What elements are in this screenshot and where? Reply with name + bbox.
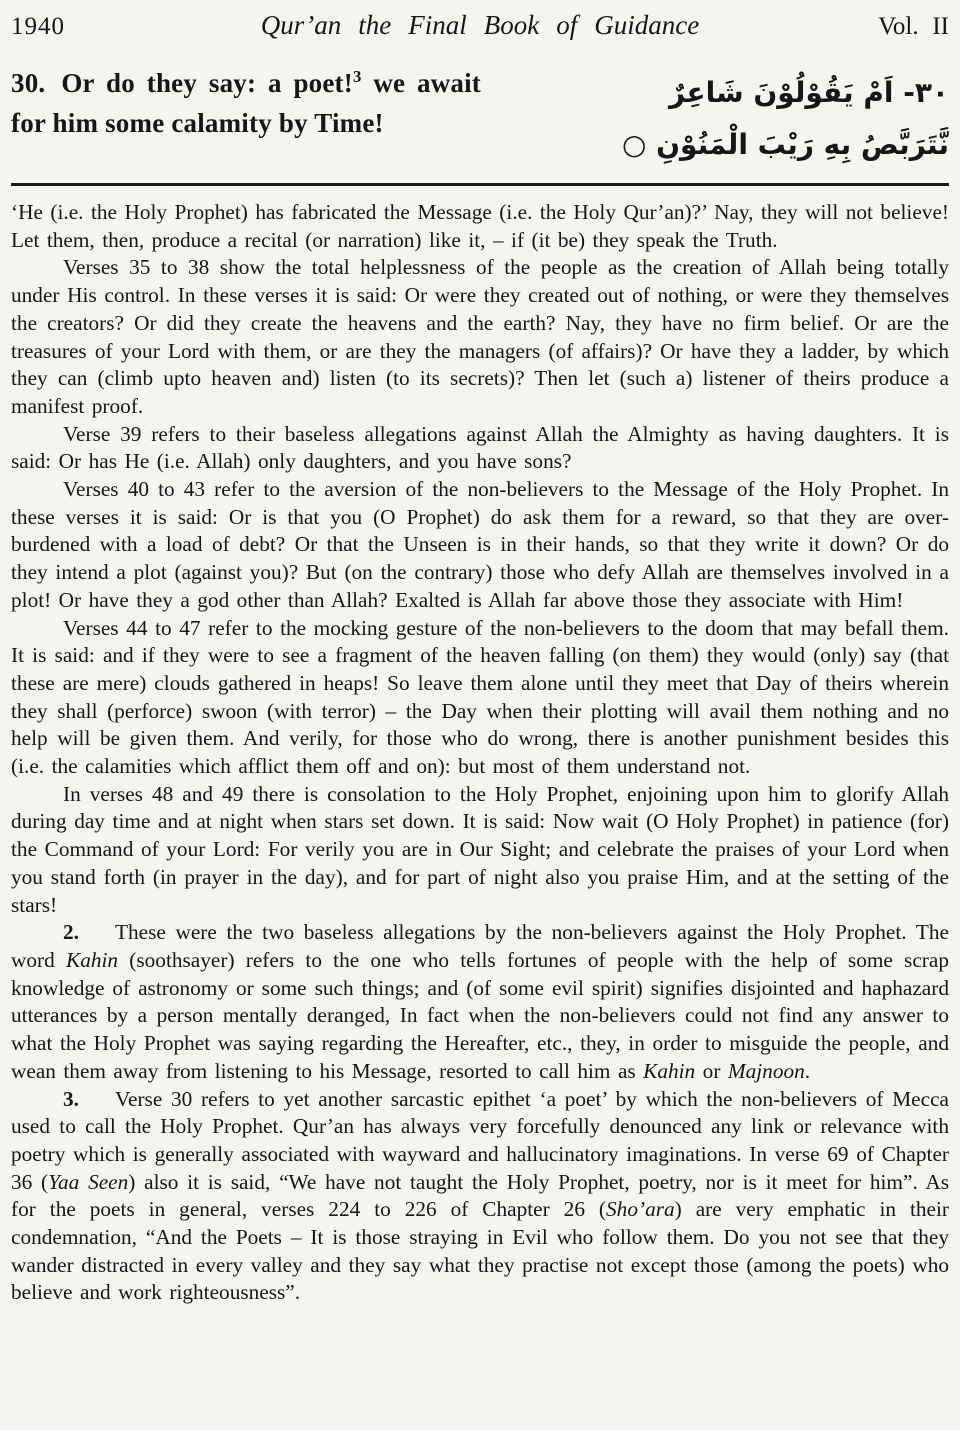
italic-text: Yaa Seen (48, 1169, 129, 1194)
text-run: Verses 40 to 43 refer to the aversion of the non-believers to the Message of the Holy Prophet. In these verses it is said: Or is that you (O Prophet) do ask them for a reward, so that they are over-burdened with a load of debt? Or that the Unseen is in their hands, so that they write it down? Or do they intend a plot (against you)? But (on the contrary) those who defy Allah are themselves involved in a plot! Or have they a god other than Allah? Exalted is Allah far above those they associate with Him! (11, 477, 949, 612)
paragraph (11, 421, 949, 476)
italic-text: Kahin (65, 947, 119, 972)
text-run: ) are very emphatic in their condemnation, “And the Poets – It is those straying in Evil who follow them. Do you not see that they wander distracted in every valley and they say what they practise not except those (among the poets) who believe and work righteousness”. (11, 1197, 949, 1305)
page-number: 1940 (11, 13, 65, 40)
paragraph-number: 2. (63, 920, 79, 945)
text-run: These were the two baseless allegations by the non-believers against the Holy Prophet. The word (11, 920, 949, 972)
paragraph (11, 476, 949, 615)
footnote-reference: 3 (352, 67, 362, 86)
text-run: or (695, 1058, 728, 1083)
paragraph (11, 199, 949, 254)
paragraph (11, 254, 949, 420)
text-run: Verses 44 to 47 refer to the mocking gesture of the non-believers to the doom that may befall them. It is said: and if they were to see a fragment of the heaven falling (on them) they would (only) say (that these are mere) clouds gathered in heaps! So leave them alone until they meet that Day of theirs wherein they shall (perforce) swoon (with terror) – the Day when their plotting will avail them nothing and no help will be given them. And verily, for those who do wrong, there is another punishment besides this (i.e. the calamities which afflict them off and on): but most of them understand not. (11, 615, 949, 779)
text-run: Verse 39 refers to their baseless allegations against Allah the Almighty as having daughters. It is said: Or has He (i.e. Allah) only daughters, and you have sons? (11, 421, 949, 474)
text-run: ‘He (i.e. the Holy Prophet) has fabricated the Message (i.e. the Holy Qur’an)?’ Nay, they will not believe! Let them, then, produce a recital (or narration) like it, – if (it be) they speak the Truth. (11, 200, 949, 252)
verse-translation (11, 63, 481, 171)
paragraph-number: 3. (63, 1086, 79, 1111)
paragraph (11, 919, 949, 1085)
italic-text: Sho’ara (606, 1197, 675, 1222)
body-text (11, 199, 949, 1307)
verse-text-before-footnote: Or do they say: a poet! (61, 68, 353, 98)
running-header (11, 10, 949, 41)
text-run: ) also it is said, “We have not taught the Holy Prophet, poetry, nor is it meet for him”. As for the poets in general, verses 224 to 226 of Chapter 26 ( (11, 1169, 950, 1222)
text-run: Verse 30 refers to yet another sarcastic epithet ‘a poet’ by which the non-believers of Mecca used to call the Holy Prophet. Qur’an has always very forcefully denounced any link or relevance with poetry which is generally associated with wayward and hallucinatory imaginations. In verse 69 of Chapter 36 ( (11, 1086, 949, 1194)
paragraph (11, 781, 949, 920)
text-run: Verses 35 to 38 show the total helplessness of the people as the creation of Allah being totally under His control. In these verses it is said: Or were they created out of nothing, or were they themselves the creators? Or did they create the heavens and the earth? Nay, they have no firm belief. Or are the treasures of your Lord with them, or are they the managers (of affairs)? Or have they a ladder, by which they can (climb upto heaven and) listen (to its secrets)? Then let (such a) listener of theirs produce a manifest proof. (11, 255, 949, 418)
verse-number: 30. (11, 68, 46, 98)
arabic-line-1: ٣٠- اَمْ يَقُوْلُوْنَ شَاعِرٌ (669, 76, 949, 109)
text-run: . (804, 1058, 811, 1083)
verse-text-after-footnote: we await for him some calamity by Time! (11, 68, 481, 138)
book-title: Qur’an the Final Book of Guidance (260, 10, 700, 40)
volume-label: Vol. II (878, 13, 949, 40)
paragraph (11, 615, 949, 781)
text-run: (soothsayer) refers to the one who tells fortunes of people with the help of some scrap knowledge of astronomy or some such things; and (of some evil spirit) signifies disjointed and haphazard utterances by a person mentally deranged, In fact when the non-believers could not find any answer to what the Holy Prophet was saying regarding the Hereafter, etc., they, in order to misguide the people, and wean them away from listening to his Message, resorted to call him as (11, 947, 949, 1083)
horizontal-rule (11, 183, 949, 186)
verse-arabic (593, 67, 949, 171)
text-run: In verses 48 and 49 there is consolation to the Holy Prophet, enjoining upon him to glorify Allah during day time and at night when stars set down. It is said: Now wait (O Holy Prophet) in patience (for) the Command of your Lord: For verily you are in Our Sight; and celebrate the praises of your Lord when you stand forth (in prayer in the day), and for part of night also you praise Him, and at the setting of the stars! (11, 781, 949, 917)
paragraph (11, 1086, 949, 1308)
italic-text: Kahin (643, 1058, 696, 1083)
italic-text: Majnoon (727, 1058, 805, 1083)
verse-section (11, 63, 949, 171)
arabic-line-2: نَّتَرَبَّصُ بِهِ رَيْبَ الْمَنُوْنِ ○ (621, 128, 949, 161)
